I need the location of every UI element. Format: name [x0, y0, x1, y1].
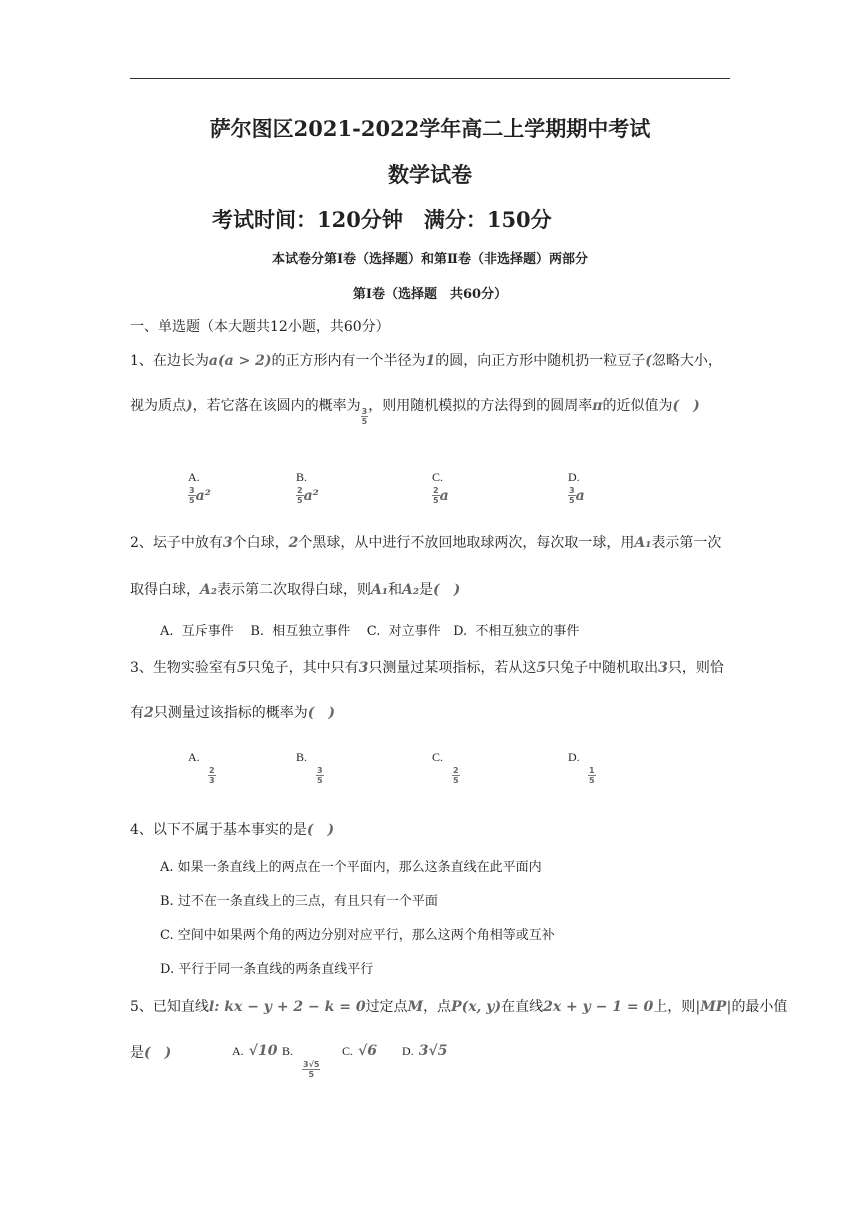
- q4-option-c[interactable]: C. 空间中如果两个角的两边分别对应平行，那么这两个角相等或互补: [160, 928, 555, 943]
- q1-math: ( ): [672, 398, 700, 414]
- q4-option-d[interactable]: D. 平行于同一条直线的两条直线平行: [160, 962, 374, 977]
- q1-text: 的正方形内有一个半径为: [271, 353, 426, 369]
- q4-option-a[interactable]: A. 如果一条直线上的两点在一个平面内，那么这条直线在此平面内: [160, 860, 542, 875]
- q5-option-a[interactable]: A. √10: [232, 1043, 278, 1059]
- q5-option-d[interactable]: D. 3√5: [402, 1043, 448, 1059]
- q1-option-b[interactable]: B. $\frac{2}{5}$ a²: [296, 470, 319, 505]
- exam-subtitle: 数学试卷: [388, 162, 472, 187]
- paper-note: 本试卷分第Ⅰ卷（选择题）和第Ⅱ卷（非选择题）两部分: [271, 252, 589, 267]
- question-5-line-1: 5、已知直线l: kx − y + 2 − k = 0过定点M，点P(x, y)在直线2x + y − 1 = 0上，则|MP|的最小值: [130, 999, 788, 1015]
- q1-text: 1、在边长为: [130, 353, 209, 369]
- q1-option-c[interactable]: C. $\frac{2}{5}$ a: [432, 470, 449, 505]
- q1-math: a(a > 2): [208, 353, 272, 369]
- q3-option-d[interactable]: D. $\frac{1}{5}$: [568, 750, 595, 785]
- q1-text: 的近似值为: [602, 398, 673, 414]
- section-heading: 一、单选题（本大题共12小题，共60分）: [130, 319, 390, 335]
- exam-title: 萨尔图区2021-2022学年高二上学期期中考试: [209, 116, 651, 141]
- q1-text: ，则用随机模拟的方法得到的圆周率: [368, 398, 593, 414]
- q1-text: ，若它落在该圆内的概率为: [192, 398, 361, 414]
- q1-math: (: [645, 353, 652, 369]
- question-4: 4、以下不属于基本事实的是( ): [130, 822, 335, 838]
- question-3-line-2: 有2只测量过该指标的概率为( ): [130, 705, 335, 721]
- exam-info: 考试时间：120分钟 满分：150分: [212, 207, 552, 232]
- q1-text: 的圆，向正方形中随机扔一粒豆子: [435, 353, 646, 369]
- question-5-line-2: 是( ): [130, 1045, 172, 1061]
- q1-math: ): [186, 398, 193, 414]
- question-2-line-2: 取得白球，A₂表示第二次取得白球，则A₁和A₂是( ): [130, 582, 461, 598]
- q2-options[interactable]: A. 互斥事件 B. 相互独立事件 C. 对立事件 D. 不相互独立的事件: [160, 624, 580, 639]
- q1-fraction: $\frac{3}{5}$: [361, 407, 368, 426]
- q1-math: π: [592, 398, 603, 414]
- part-title: 第Ⅰ卷（选择题 共60分）: [352, 287, 508, 302]
- question-2-line-1: 2、坛子中放有3个白球，2个黑球，从中进行不放回地取球两次，每次取一球，用A₁表示第一次: [130, 535, 722, 551]
- q1-text: 忽略大小，: [651, 353, 722, 369]
- header-rule: [130, 78, 730, 79]
- q4-option-b[interactable]: B. 过不在一条直线上的三点，有且只有一个平面: [160, 894, 438, 909]
- q1-math: 1: [425, 353, 436, 369]
- question-3-line-1: 3、生物实验室有5只兔子，其中只有3只测量过某项指标，若从这5只兔子中随机取出3只，则恰: [130, 660, 724, 676]
- q1-text: 视为质点: [130, 398, 186, 414]
- question-1-line-2: [130, 395, 700, 426]
- question-1-line-1: [130, 350, 722, 370]
- q1-option-d[interactable]: D. $\frac{3}{5}$ a: [568, 470, 585, 505]
- q3-option-b[interactable]: B. $\frac{3}{5}$: [296, 750, 323, 785]
- q3-option-a[interactable]: A. $\frac{2}{3}$: [188, 750, 215, 785]
- q3-option-c[interactable]: C. $\frac{2}{5}$: [432, 750, 459, 785]
- q1-option-a[interactable]: A. $\frac{3}{5}$ a²: [188, 470, 211, 505]
- q5-option-c[interactable]: C. √6: [342, 1043, 378, 1059]
- q5-option-b[interactable]: B. $\frac{3√5}{5}$: [282, 1044, 320, 1079]
